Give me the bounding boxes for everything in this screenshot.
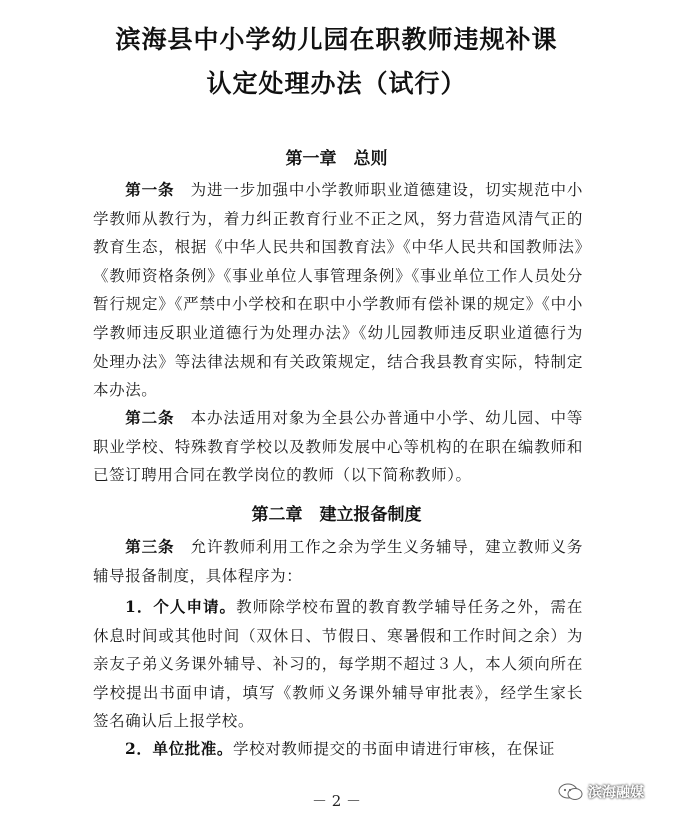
item-1-text: 教师除学校布置的教育教学辅导任务之外，需在休息时间或其他时间（双休日、节假日、寒暑假和工作时间之余）为亲友子弟义务课外辅导、补习的，每学期不超过３人，本人须向所在学校提出书面申请，填写《教师义务课外辅导审批表》，经学生家长签名确认后上报学校。 [93,598,583,731]
item-2 [93,735,583,764]
watermark [558,782,644,802]
article-3 [93,533,583,590]
chat-bubbles-icon [558,782,584,802]
watermark-text: 滨海融媒 [588,785,644,801]
article-3-text: 允许教师利用工作之余为学生义务辅导，建立教师义务辅导报备制度，具体程序为： [93,538,583,585]
item-2-text: 学校对教师提交的书面申请进行审核，在保证 [233,740,556,758]
item-2-label: 2．单位批准。 [125,739,233,758]
article-3-label: 第三条 [125,537,175,556]
article-2-text: 本办法适用对象为全县公办普通中小学、幼儿园、中等职业学校、特殊教育学校以及教师发展中心等机构的在职在编教师和已签订聘用合同在教学岗位的教师（以下简称教师）。 [93,409,583,485]
article-1 [93,176,583,405]
article-1-label: 第一条 [125,180,175,199]
page-number: － 2 － [311,792,362,810]
item-1 [93,593,583,736]
chapter-2-heading: 第二章 建立报备制度 [251,505,422,525]
item-1-label: 1．个人申请。 [125,597,237,616]
article-1-text: 为进一步加强中小学教师职业道德建设，切实规范中小学教师从教行为，着力纠正教育行业不正之风，努力营造风清气正的教育生态，根据《中华人民共和国教育法》《中华人民共和国教师法》《教师资格条例》《事业单位人事管理条例》《事业单位工作人员处分暂行规定》《严禁中小学校和在职中小学教师有偿补课的规定》《中小学教师违反职业道德行为处理办法》《幼儿园教师违反职业道德行为处理办法》等法律法规和有关政策规定，结合我县教育实际，特制定本办法。 [93,181,583,400]
chapter-1-heading: 第一章 总则 [285,149,388,169]
document-title-line-2: 认定处理办法（试行） [206,69,467,98]
article-2 [93,404,583,490]
article-2-label: 第二条 [125,408,175,427]
document-title-line-1: 滨海县中小学幼儿园在职教师违规补课 [115,25,558,54]
